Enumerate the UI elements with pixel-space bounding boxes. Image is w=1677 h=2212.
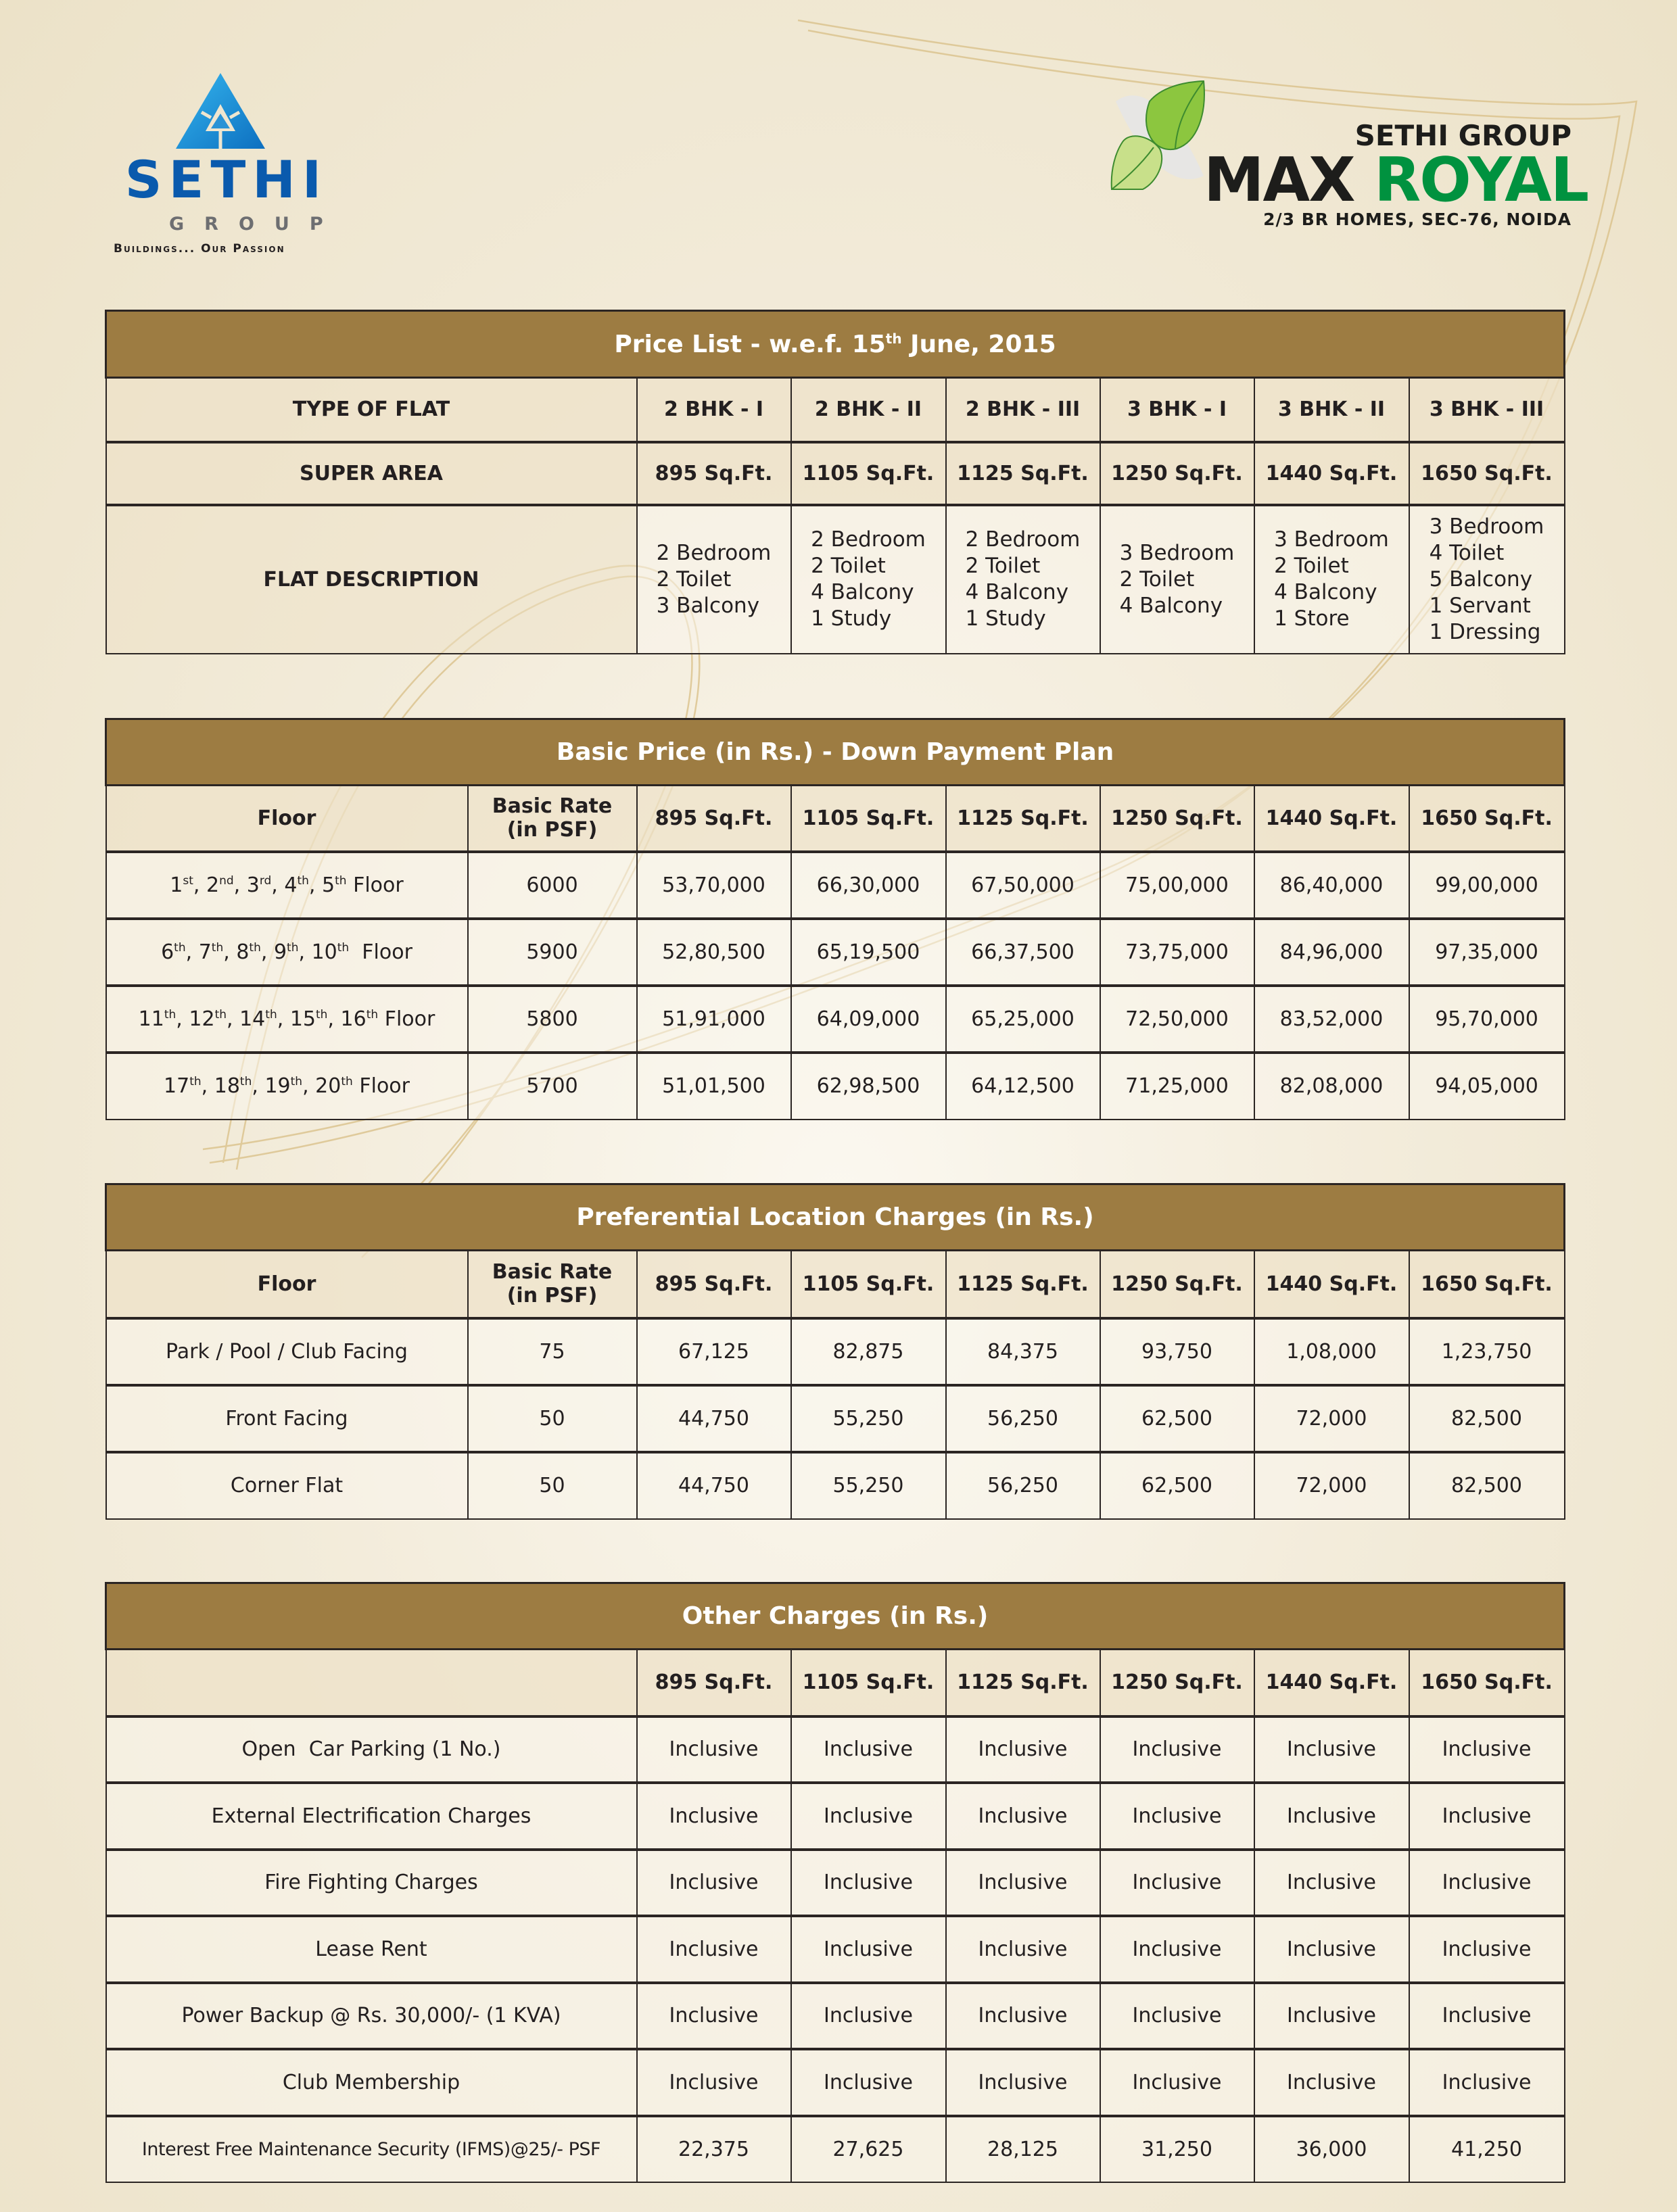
flat-description-cell	[791, 505, 946, 654]
flat-type-header: 3 BHK - II	[1254, 378, 1409, 442]
floor-suffix: Floor	[349, 940, 412, 964]
sethi-triangle-logo-icon	[176, 73, 265, 149]
price-list-title: Price List - w.e.f. 15th June, 2015	[106, 311, 1565, 378]
area-column-header: 895 Sq.Ft.	[637, 1251, 791, 1318]
charge-value: Inclusive	[637, 1716, 791, 1783]
plc-value: 82,500	[1409, 1452, 1565, 1519]
charge-value: Inclusive	[791, 1783, 946, 1850]
charge-value: Inclusive	[1100, 1983, 1254, 2050]
table-row	[106, 2049, 1565, 2116]
floor-number: 6	[161, 940, 174, 964]
floor-ordinal: th	[316, 1007, 328, 1021]
floor-number: 15	[289, 1007, 316, 1031]
charge-value: Inclusive	[1100, 1916, 1254, 1983]
area-column-header: 895 Sq.Ft.	[637, 1650, 791, 1716]
floor-ordinal: th	[290, 1075, 303, 1088]
table-row	[106, 1385, 1565, 1452]
flat-type-header: 2 BHK - I	[637, 378, 791, 442]
super-area-value: 1650 Sq.Ft.	[1409, 442, 1565, 505]
sethi-tagline: Buildings... Our Passion	[114, 242, 285, 256]
area-column-header: 1440 Sq.Ft.	[1254, 786, 1409, 852]
flat-description-list	[1120, 540, 1235, 619]
floor-range-cell: 17th, 18th, 19th, 20th Floor	[106, 1053, 468, 1120]
flat-type-header: 3 BHK - III	[1409, 378, 1565, 442]
flat-description-item: 2 Toilet	[811, 554, 886, 578]
charge-value: Inclusive	[637, 1916, 791, 1983]
flat-description-item: 1 Store	[1274, 606, 1350, 631]
flat-description-list	[1430, 514, 1544, 646]
charge-column-header	[106, 1650, 637, 1716]
table-row	[106, 2116, 1565, 2183]
table-row	[106, 919, 1565, 986]
super-area-label: SUPER AREA	[106, 442, 637, 505]
plc-title: Preferential Location Charges (in Rs.)	[106, 1184, 1565, 1251]
price-value: 73,75,000	[1100, 919, 1254, 986]
plc-value: 93,750	[1100, 1318, 1254, 1385]
charge-value: Inclusive	[1100, 2049, 1254, 2116]
charge-value: Inclusive	[1409, 1783, 1565, 1850]
floor-suffix: Floor	[346, 873, 404, 897]
floor-range-cell: 11th, 12th, 14th, 15th, 16th Floor	[106, 986, 468, 1053]
floor-number: 18	[214, 1074, 240, 1098]
flat-description-item: 3 Bedroom	[1274, 527, 1389, 552]
charge-value: Inclusive	[1254, 1716, 1409, 1783]
plc-value: 44,750	[637, 1385, 791, 1452]
price-value: 51,91,000	[637, 986, 791, 1053]
table-row	[106, 1716, 1565, 1783]
floor-number: 2	[206, 873, 220, 897]
flat-description-item: 4 Balcony	[1119, 593, 1223, 618]
charge-value: Inclusive	[1409, 1916, 1565, 1983]
project-name-royal: ROYAL	[1373, 145, 1588, 216]
floor-number: 8	[236, 940, 250, 964]
charge-value: Inclusive	[791, 1716, 946, 1783]
price-list-table	[105, 310, 1565, 654]
basic-rate-value: 5700	[468, 1053, 637, 1120]
floor-range-cell: 6th, 7th, 8th, 9th, 10th Floor	[106, 919, 468, 986]
table-row	[106, 1783, 1565, 1850]
super-area-value: 1440 Sq.Ft.	[1254, 442, 1409, 505]
plc-value: 1,08,000	[1254, 1318, 1409, 1385]
charge-label: Power Backup @ Rs. 30,000/- (1 KVA)	[106, 1983, 637, 2050]
price-value: 52,80,500	[637, 919, 791, 986]
charge-label: Lease Rent	[106, 1916, 637, 1983]
charge-value: Inclusive	[946, 1716, 1100, 1783]
charge-value: Inclusive	[637, 1850, 791, 1917]
floor-number: 10	[311, 940, 337, 964]
other-charges-table	[105, 1582, 1565, 2183]
floor-ordinal: th	[366, 1007, 379, 1021]
floor-ordinal: th	[189, 1075, 202, 1088]
floor-range-cell: 1st, 2nd, 3rd, 4th, 5th Floor	[106, 852, 468, 919]
flat-description-item: 4 Toilet	[1429, 540, 1505, 565]
price-value: 72,50,000	[1100, 986, 1254, 1053]
floor-ordinal: th	[297, 873, 309, 888]
charge-value: Inclusive	[946, 1850, 1100, 1917]
max-royal-logo	[1102, 74, 1588, 243]
flat-description-item: 2 Toilet	[1274, 554, 1349, 578]
price-value: 86,40,000	[1254, 852, 1409, 919]
floor-number: 19	[264, 1074, 291, 1098]
flat-description-cell	[1100, 505, 1254, 654]
area-column-header: 1650 Sq.Ft.	[1409, 786, 1565, 852]
flat-description-list	[1274, 527, 1389, 632]
table-row	[106, 1983, 1565, 2050]
price-value: 67,50,000	[946, 852, 1100, 919]
area-column-header: 1105 Sq.Ft.	[791, 1650, 946, 1716]
flat-type-header: 3 BHK - I	[1100, 378, 1254, 442]
floor-number: 3	[246, 873, 260, 897]
price-value: 64,09,000	[791, 986, 946, 1053]
flat-description-item: 2 Bedroom	[656, 540, 772, 565]
flat-type-header: 2 BHK - III	[946, 378, 1100, 442]
basic-rate-value: 5800	[468, 986, 637, 1053]
flat-description-item: 1 Dressing	[1429, 619, 1541, 644]
price-value: 94,05,000	[1409, 1053, 1565, 1120]
floor-ordinal: rd	[259, 873, 272, 888]
floor-ordinal: th	[249, 940, 261, 955]
plc-value: 62,500	[1100, 1452, 1254, 1519]
charge-label: External Electrification Charges	[106, 1783, 637, 1850]
price-value: 71,25,000	[1100, 1053, 1254, 1120]
basic-price-table	[105, 718, 1565, 1120]
floor-ordinal: th	[337, 940, 350, 955]
charge-value: Inclusive	[637, 2049, 791, 2116]
floor-ordinal: st	[183, 873, 193, 888]
charge-value: Inclusive	[1100, 1783, 1254, 1850]
plc-value: 1,23,750	[1409, 1318, 1565, 1385]
plc-location-label: Corner Flat	[106, 1452, 468, 1519]
charge-value: Inclusive	[1409, 1716, 1565, 1783]
flat-description-item: 3 Balcony	[656, 593, 760, 618]
charge-value: 41,250	[1409, 2116, 1565, 2183]
flat-description-cell	[1409, 505, 1565, 654]
price-value: 64,12,500	[946, 1053, 1100, 1120]
sethi-group-logo	[108, 68, 344, 257]
flat-description-cell	[1254, 505, 1409, 654]
type-of-flat-label: TYPE OF FLAT	[106, 378, 637, 442]
basic-rate-column-header: Basic Rate (in PSF)	[468, 1251, 637, 1318]
area-column-header: 1125 Sq.Ft.	[946, 1650, 1100, 1716]
flat-description-label: FLAT DESCRIPTION	[106, 505, 637, 654]
charge-value: Inclusive	[1254, 1916, 1409, 1983]
charge-value: Inclusive	[791, 1850, 946, 1917]
flat-description-list	[811, 527, 926, 632]
charge-value: Inclusive	[1254, 1783, 1409, 1850]
plc-location-label: Front Facing	[106, 1385, 468, 1452]
floor-column-header: Floor	[106, 786, 468, 852]
area-column-header: 1105 Sq.Ft.	[791, 1251, 946, 1318]
charge-value: Inclusive	[1100, 1716, 1254, 1783]
price-value: 62,98,500	[791, 1053, 946, 1120]
flat-description-item: 2 Bedroom	[811, 527, 926, 552]
price-value: 99,00,000	[1409, 852, 1565, 919]
table-row	[106, 986, 1565, 1053]
price-value: 84,96,000	[1254, 919, 1409, 986]
charge-value: Inclusive	[1254, 2049, 1409, 2116]
floor-ordinal: nd	[219, 873, 234, 888]
floor-column-header: Floor	[106, 1251, 468, 1318]
charge-value: Inclusive	[1254, 1983, 1409, 2050]
flat-description-item: 1 Study	[811, 606, 892, 631]
charge-value: Inclusive	[1409, 1983, 1565, 2050]
floor-ordinal: th	[211, 940, 224, 955]
plc-value: 55,250	[791, 1385, 946, 1452]
charge-label: Open Car Parking (1 No.)	[106, 1716, 637, 1783]
basic-rate-value: 75	[468, 1318, 637, 1385]
plc-location-label: Park / Pool / Club Facing	[106, 1318, 468, 1385]
flat-description-item: 2 Toilet	[965, 554, 1041, 578]
table-row	[106, 1850, 1565, 1917]
floor-suffix: Floor	[378, 1007, 435, 1031]
area-column-header: 1440 Sq.Ft.	[1254, 1650, 1409, 1716]
charge-value: 22,375	[637, 2116, 791, 2183]
table-row	[106, 852, 1565, 919]
basic-rate-value: 50	[468, 1452, 637, 1519]
super-area-value: 1105 Sq.Ft.	[791, 442, 946, 505]
floor-number: 9	[273, 940, 287, 964]
plc-value: 55,250	[791, 1452, 946, 1519]
area-column-header: 1250 Sq.Ft.	[1100, 1251, 1254, 1318]
sethi-wordmark: SETHI	[124, 149, 329, 210]
flat-description-item: 5 Balcony	[1429, 567, 1533, 592]
flat-description-item: 1 Servant	[1429, 593, 1531, 618]
floor-ordinal: th	[287, 940, 299, 955]
charge-value: Inclusive	[791, 1916, 946, 1983]
table-row	[106, 1916, 1565, 1983]
floor-ordinal: th	[335, 873, 347, 888]
charge-value: Inclusive	[946, 1783, 1100, 1850]
floor-number: 20	[315, 1074, 341, 1098]
flat-type-header: 2 BHK - II	[791, 378, 946, 442]
charge-value: Inclusive	[1100, 1850, 1254, 1917]
flat-description-list	[657, 540, 772, 619]
floor-ordinal: th	[341, 1075, 353, 1088]
plc-value: 56,250	[946, 1452, 1100, 1519]
floor-number: 4	[284, 873, 298, 897]
floor-ordinal: th	[214, 1007, 227, 1021]
table-row	[106, 1452, 1565, 1519]
floor-ordinal: th	[174, 940, 186, 955]
basic-rate-value: 5900	[468, 919, 637, 986]
price-value: 95,70,000	[1409, 986, 1565, 1053]
flat-description-list	[966, 527, 1081, 632]
flat-description-item: 1 Study	[965, 606, 1046, 631]
charge-value: Inclusive	[637, 1783, 791, 1850]
floor-number: 14	[239, 1007, 266, 1031]
flat-description-item: 2 Toilet	[1119, 567, 1195, 592]
flat-description-item: 4 Balcony	[811, 580, 914, 604]
super-area-value: 895 Sq.Ft.	[637, 442, 791, 505]
price-value: 66,37,500	[946, 919, 1100, 986]
project-name-max: MAX	[1204, 145, 1354, 216]
area-column-header: 895 Sq.Ft.	[637, 786, 791, 852]
super-area-value: 1125 Sq.Ft.	[946, 442, 1100, 505]
floor-number: 5	[322, 873, 335, 897]
area-column-header: 1125 Sq.Ft.	[946, 1251, 1100, 1318]
charge-label: Club Membership	[106, 2049, 637, 2116]
flat-description-cell	[637, 505, 791, 654]
price-value: 66,30,000	[791, 852, 946, 919]
flat-description-item: 3 Bedroom	[1119, 540, 1235, 565]
area-column-header: 1440 Sq.Ft.	[1254, 1251, 1409, 1318]
charge-value: 27,625	[791, 2116, 946, 2183]
area-column-header: 1250 Sq.Ft.	[1100, 786, 1254, 852]
table-row	[106, 1053, 1565, 1120]
floor-number: 16	[340, 1007, 367, 1031]
charge-label: Fire Fighting Charges	[106, 1850, 637, 1917]
flat-description-item: 4 Balcony	[965, 580, 1069, 604]
charge-label: Interest Free Maintenance Security (IFMS)@25/- PSF	[106, 2116, 637, 2183]
basic-rate-value: 6000	[468, 852, 637, 919]
floor-number: 12	[189, 1007, 215, 1031]
plc-value: 56,250	[946, 1385, 1100, 1452]
flat-description-item: 3 Bedroom	[1429, 514, 1544, 539]
charge-value: Inclusive	[1409, 2049, 1565, 2116]
charge-value: Inclusive	[637, 1983, 791, 2050]
flat-description-item: 2 Toilet	[656, 567, 732, 592]
table-row	[106, 1318, 1565, 1385]
charge-value: Inclusive	[791, 2049, 946, 2116]
price-value: 53,70,000	[637, 852, 791, 919]
floor-number: 11	[138, 1007, 164, 1031]
area-column-header: 1105 Sq.Ft.	[791, 786, 946, 852]
project-group-name: SETHI GROUP	[1354, 119, 1572, 152]
charge-value: Inclusive	[1254, 1850, 1409, 1917]
price-value: 65,25,000	[946, 986, 1100, 1053]
plc-value: 84,375	[946, 1318, 1100, 1385]
sethi-group-wordmark: GROUP	[169, 214, 344, 235]
charge-value: Inclusive	[791, 1983, 946, 2050]
floor-suffix: Floor	[352, 1074, 410, 1098]
other-charges-title: Other Charges (in Rs.)	[106, 1583, 1565, 1650]
charge-value: Inclusive	[946, 1983, 1100, 2050]
basic-rate-column-header: Basic Rate (in PSF)	[468, 786, 637, 852]
floor-ordinal: th	[265, 1007, 277, 1021]
price-value: 82,08,000	[1254, 1053, 1409, 1120]
flat-description-item: 2 Bedroom	[965, 527, 1081, 552]
area-column-header: 1250 Sq.Ft.	[1100, 1650, 1254, 1716]
plc-value: 44,750	[637, 1452, 791, 1519]
preferential-location-charges-table	[105, 1183, 1565, 1520]
price-value: 65,19,500	[791, 919, 946, 986]
area-column-header: 1650 Sq.Ft.	[1409, 1251, 1565, 1318]
price-value: 75,00,000	[1100, 852, 1254, 919]
price-value: 83,52,000	[1254, 986, 1409, 1053]
charge-value: Inclusive	[1409, 1850, 1565, 1917]
price-value: 51,01,500	[637, 1053, 791, 1120]
flat-description-item: 4 Balcony	[1274, 580, 1377, 604]
charge-value: 31,250	[1100, 2116, 1254, 2183]
floor-number: 7	[198, 940, 212, 964]
plc-value: 72,000	[1254, 1385, 1409, 1452]
plc-value: 67,125	[637, 1318, 791, 1385]
floor-ordinal: th	[164, 1007, 176, 1021]
basic-price-title: Basic Price (in Rs.) - Down Payment Plan	[106, 719, 1565, 786]
project-name	[1204, 145, 1588, 216]
area-column-header: 1650 Sq.Ft.	[1409, 1650, 1565, 1716]
charge-value: 36,000	[1254, 2116, 1409, 2183]
project-subtitle: 2/3 BR HOMES, SEC-76, NOIDA	[1263, 210, 1572, 229]
area-column-header: 1125 Sq.Ft.	[946, 786, 1100, 852]
plc-value: 82,500	[1409, 1385, 1565, 1452]
floor-ordinal: th	[239, 1075, 252, 1088]
charge-value: Inclusive	[946, 1916, 1100, 1983]
plc-value: 62,500	[1100, 1385, 1254, 1452]
price-value: 97,35,000	[1409, 919, 1565, 986]
floor-number: 1	[170, 873, 183, 897]
super-area-value: 1250 Sq.Ft.	[1100, 442, 1254, 505]
floor-number: 17	[164, 1074, 190, 1098]
plc-value: 82,875	[791, 1318, 946, 1385]
charge-value: Inclusive	[946, 2049, 1100, 2116]
plc-value: 72,000	[1254, 1452, 1409, 1519]
basic-rate-value: 50	[468, 1385, 637, 1452]
flat-description-cell	[946, 505, 1100, 654]
charge-value: 28,125	[946, 2116, 1100, 2183]
